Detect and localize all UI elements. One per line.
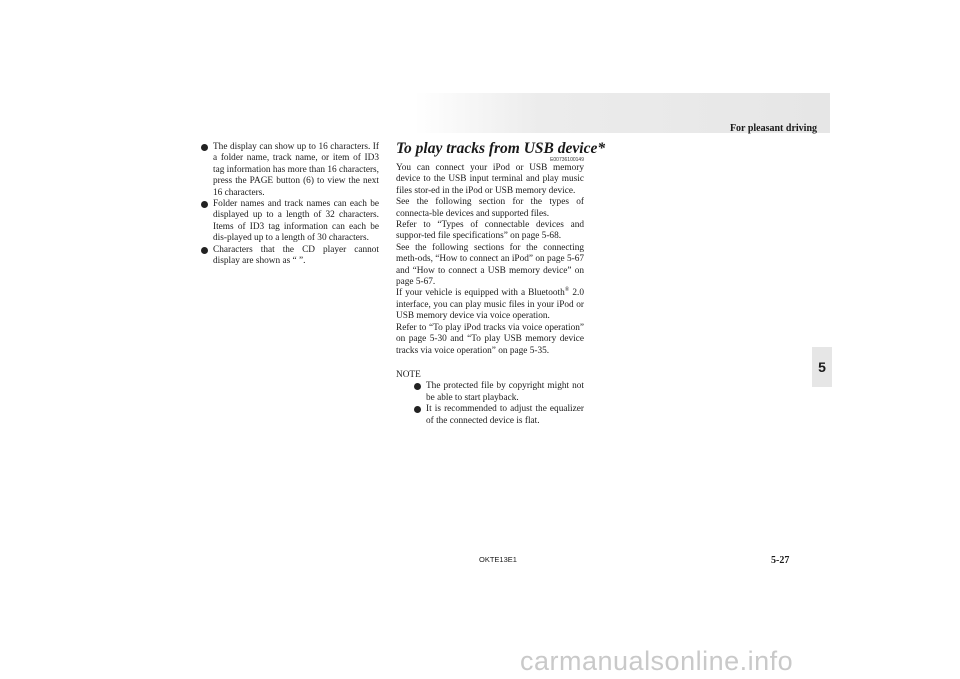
bullet-icon bbox=[414, 406, 421, 413]
watermark: carmanualsonline.info bbox=[520, 646, 794, 676]
section-title: To play tracks from USB device* bbox=[396, 140, 606, 157]
bluetooth-paragraph bbox=[396, 288, 584, 322]
bullet-icon bbox=[201, 201, 208, 208]
chapter-tab-number: 5 bbox=[818, 359, 826, 375]
paragraph: Refer to “To play iPod tracks via voice operation” on page 5-30 and “To play USB memory device tracks via voice operation” on page 5-35. bbox=[396, 322, 584, 356]
left-column bbox=[201, 142, 379, 267]
paragraph: Refer to “Types of connectable devices and suppor-ted file specifications” on page 5-68. bbox=[396, 220, 584, 242]
bullet-icon bbox=[414, 383, 421, 390]
page-header-title: For pleasant driving bbox=[729, 123, 817, 134]
registered-mark: ® bbox=[564, 287, 570, 294]
bullet-text: The display can show up to 16 characters. If a folder name, track name, or item of ID3 tag information has more than 16 characters, press the PAGE button (6) to view the next 16 characters. bbox=[213, 142, 379, 198]
note-list bbox=[396, 381, 584, 427]
paragraph: You can connect your iPod or USB memory device to the USB input terminal and play music files stor-ed in the iPod or USB memory device. bbox=[396, 163, 584, 196]
note-text: It is recommended to adjust the equalizer of the connected device is flat. bbox=[426, 404, 584, 426]
bullet-item bbox=[201, 245, 379, 268]
bluetooth-text-rest: 2.0 interface, you can play music files in your iPod or USB memory device via voice operation. bbox=[396, 288, 584, 322]
note-item bbox=[414, 404, 584, 427]
note-text: The protected file by copyright might not be able to start playback. bbox=[426, 381, 584, 403]
bluetooth-text: If your vehicle is equipped with a Bluetooth bbox=[396, 288, 565, 299]
page-number: 5-27 bbox=[771, 555, 790, 566]
note-label: NOTE bbox=[396, 369, 421, 380]
section-code: E00736100149 bbox=[550, 157, 584, 163]
right-column bbox=[396, 140, 606, 427]
paragraph: See the following section for the types of connecta-ble devices and supported files. bbox=[396, 197, 584, 219]
bullet-icon bbox=[201, 247, 208, 254]
footer-code: OKTE13E1 bbox=[479, 555, 517, 564]
bullet-text: Folder names and track names can each be displayed up to a length of 32 characters. Items of ID3 tag information can each be dis-played up to a length of 30 characters. bbox=[213, 199, 379, 244]
paragraph: See the following sections for the connecting meth-ods, “How to connect an iPod” on page 5-67 and “How to connect a USB memory device” on page 5-67. bbox=[396, 242, 584, 288]
chapter-tab bbox=[812, 347, 832, 387]
bullet-item bbox=[201, 142, 379, 199]
bullet-icon bbox=[201, 144, 208, 151]
bullet-text: Characters that the CD player cannot display are shown as “ ”. bbox=[213, 244, 379, 267]
bullet-item bbox=[201, 199, 379, 245]
note-item bbox=[414, 381, 584, 404]
